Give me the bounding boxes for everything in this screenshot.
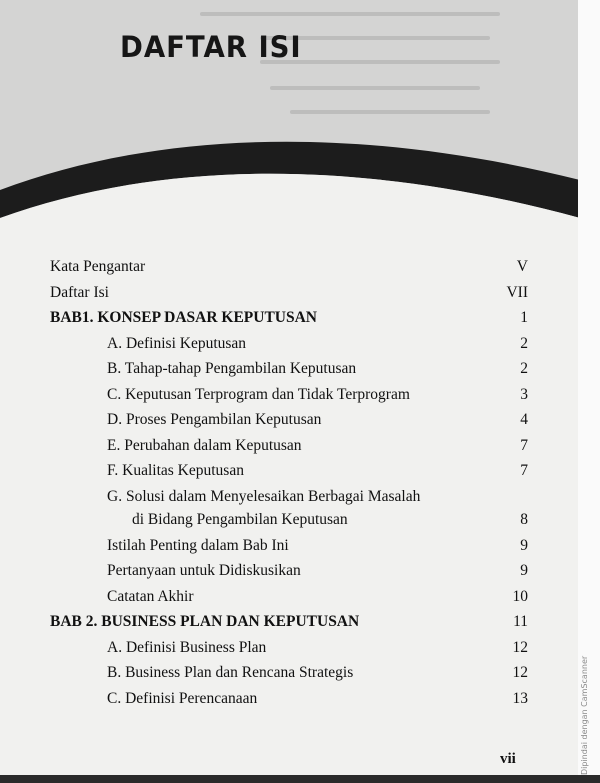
page-title: DAFTAR ISI <box>120 30 302 64</box>
toc-entry-page: 13 <box>512 690 528 707</box>
footer-bar <box>0 775 600 783</box>
toc-entry-page: 10 <box>512 588 528 605</box>
toc-entry-page: 8 <box>520 511 528 528</box>
toc-entry-label: Daftar Isi <box>50 284 109 301</box>
toc-entry-label: C. Keputusan Terprogram dan Tidak Terprogram <box>107 386 410 403</box>
toc-entry-label: E. Perubahan dalam Keputusan <box>107 437 302 454</box>
toc-entry-page: 1 <box>520 309 528 326</box>
toc-entry-page: 2 <box>520 360 528 377</box>
toc-entry-page: 4 <box>520 411 528 428</box>
page-number: vii <box>500 751 516 767</box>
toc-entry-page: VII <box>506 284 528 301</box>
toc-entry-label: B. Tahap-tahap Pengambilan Keputusan <box>107 360 357 377</box>
toc-entry-label: Catatan Akhir <box>107 588 194 605</box>
toc-entry-page: 7 <box>520 437 528 454</box>
toc-chapter-label: BAB 2. BUSINESS PLAN DAN KEPUTUSAN <box>50 613 360 630</box>
toc-chapter-label: BAB1. KONSEP DASAR KEPUTUSAN <box>50 309 317 326</box>
toc-entry-page: 12 <box>512 639 528 656</box>
toc-entry-label: A. Definisi Business Plan <box>107 639 267 656</box>
toc-entry-label: Pertanyaan untuk Didiskusikan <box>107 562 301 579</box>
toc-entry-page: 2 <box>520 335 528 352</box>
toc-entry-page: 7 <box>520 462 528 479</box>
toc-entry-label: Kata Pengantar <box>50 258 146 275</box>
toc-entry-label: G. Solusi dalam Menyelesaikan Berbagai Masalah <box>107 488 421 505</box>
toc-entry-label: C. Definisi Perencanaan <box>107 690 258 707</box>
toc-entry-label: B. Business Plan dan Rencana Strategis <box>107 664 354 681</box>
toc-entry-page: 9 <box>520 562 528 579</box>
toc-entry-page: V <box>516 258 528 275</box>
toc-entry-page: 11 <box>513 613 528 630</box>
toc-entry-label: A. Definisi Keputusan <box>107 335 247 352</box>
toc-entry-page: 9 <box>520 537 528 554</box>
scanner-watermark: Dipindai dengan CamScanner <box>580 655 589 775</box>
toc-entry-label: Istilah Penting dalam Bab Ini <box>107 537 289 554</box>
toc-entry-page: 12 <box>512 664 528 681</box>
toc-entry-page: 3 <box>520 386 528 403</box>
toc-entry-label: D. Proses Pengambilan Keputusan <box>107 411 322 428</box>
toc-entry-label: F. Kualitas Keputusan <box>107 462 244 479</box>
toc-entry-label-continued: di Bidang Pengambilan Keputusan <box>132 511 348 528</box>
